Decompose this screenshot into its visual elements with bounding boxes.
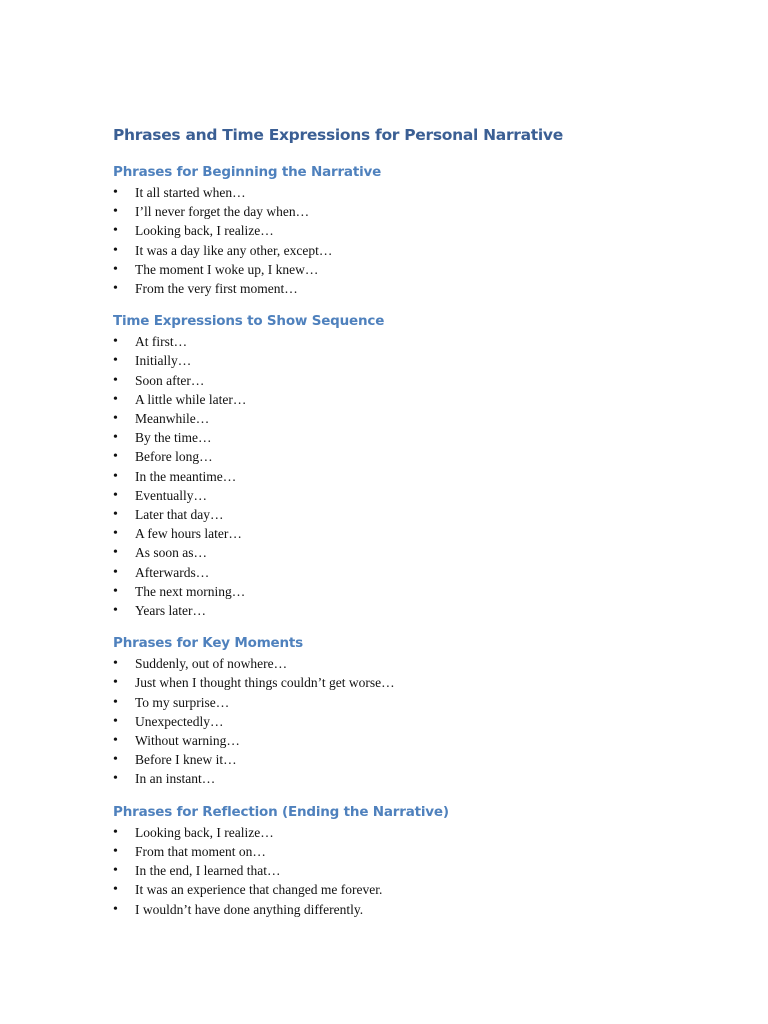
bullet-icon: • <box>113 353 118 369</box>
list-item-text: Unexpectedly… <box>135 713 224 729</box>
bullet-icon: • <box>113 656 118 672</box>
list-item <box>113 601 713 620</box>
section-reflection <box>113 801 713 919</box>
list-item-text: Eventually… <box>135 487 207 503</box>
bullet-list <box>113 654 713 788</box>
list-item <box>113 202 713 221</box>
list-item <box>113 505 713 524</box>
list-item-text: In the end, I learned that… <box>135 863 281 879</box>
bullet-icon: • <box>113 281 118 297</box>
list-item-text: At first… <box>135 334 188 350</box>
section-heading: Time Expressions to Show Sequence <box>113 313 385 330</box>
bullet-icon: • <box>113 487 118 503</box>
list-item-text: It was a day like any other, except… <box>135 242 333 258</box>
bullet-icon: • <box>113 713 118 729</box>
bullet-list <box>113 823 713 919</box>
list-item-text: Meanwhile… <box>135 411 210 427</box>
bullet-icon: • <box>113 261 118 277</box>
list-item-text: Before long… <box>135 449 213 465</box>
bullet-icon: • <box>113 411 118 427</box>
bullet-icon: • <box>113 545 118 561</box>
list-item <box>113 731 713 750</box>
bullet-icon: • <box>113 675 118 691</box>
list-item-text: To my surprise… <box>135 694 230 710</box>
list-item-text: Without warning… <box>135 733 240 749</box>
section-key-moments <box>113 632 713 788</box>
list-item <box>113 861 713 880</box>
list-item <box>113 769 713 788</box>
list-item <box>113 900 713 919</box>
list-item-text: It all started when… <box>135 185 246 200</box>
bullet-icon: • <box>113 824 118 840</box>
list-item <box>113 750 713 769</box>
list-item <box>113 880 713 899</box>
bullet-icon: • <box>113 449 118 465</box>
document-page <box>113 123 713 931</box>
section-heading: Phrases for Reflection (Ending the Narrative) <box>113 803 449 820</box>
list-item-text: It was an experience that changed me forever. <box>135 882 383 898</box>
bullet-icon: • <box>113 391 118 407</box>
list-item <box>113 447 713 466</box>
bullet-icon: • <box>113 204 118 220</box>
list-item <box>113 693 713 712</box>
list-item <box>113 823 713 842</box>
list-item <box>113 842 713 861</box>
list-item <box>113 279 713 298</box>
bullet-icon: • <box>113 468 118 484</box>
list-item-text: The moment I woke up, I knew… <box>135 261 319 277</box>
bullet-icon: • <box>113 430 118 446</box>
list-item <box>113 673 713 692</box>
bullet-icon: • <box>113 526 118 542</box>
bullet-icon: • <box>113 603 118 619</box>
list-item-text: I wouldn’t have done anything differently. <box>135 901 364 917</box>
list-item-text: Afterwards… <box>135 564 210 580</box>
bullet-icon: • <box>113 372 118 388</box>
section-sequence <box>113 310 713 620</box>
list-item <box>113 332 713 351</box>
list-item-text: Soon after… <box>135 372 205 388</box>
list-item <box>113 543 713 562</box>
bullet-icon: • <box>113 564 118 580</box>
list-item-text: In the meantime… <box>135 468 237 484</box>
list-item <box>113 467 713 486</box>
list-item-text: Looking back, I realize… <box>135 223 274 239</box>
bullet-icon: • <box>113 863 118 879</box>
list-item <box>113 563 713 582</box>
list-item <box>113 260 713 279</box>
list-item-text: By the time… <box>135 430 212 446</box>
bullet-icon: • <box>113 843 118 859</box>
list-item-text: I’ll never forget the day when… <box>135 204 310 220</box>
list-item <box>113 371 713 390</box>
bullet-icon: • <box>113 752 118 768</box>
bullet-list <box>113 332 713 620</box>
list-item-text: Later that day… <box>135 507 224 523</box>
bullet-icon: • <box>113 901 118 917</box>
list-item <box>113 428 713 447</box>
list-item <box>113 183 713 202</box>
list-item-text: Years later… <box>135 603 206 619</box>
list-item <box>113 712 713 731</box>
section-heading: Phrases for Key Moments <box>113 635 304 652</box>
list-item <box>113 221 713 240</box>
bullet-icon: • <box>113 223 118 239</box>
bullet-list <box>113 183 713 298</box>
bullet-icon: • <box>113 583 118 599</box>
list-item-text: As soon as… <box>135 545 208 561</box>
list-item <box>113 351 713 370</box>
bullet-icon: • <box>113 507 118 523</box>
section-heading: Phrases for Beginning the Narrative <box>113 164 382 180</box>
list-item <box>113 486 713 505</box>
section-beginning <box>113 161 713 298</box>
list-item <box>113 582 713 601</box>
bullet-icon: • <box>113 882 118 898</box>
bullet-icon: • <box>113 334 118 350</box>
list-item-text: A few hours later… <box>135 526 242 542</box>
list-item-text: Before I knew it… <box>135 752 237 768</box>
list-item-text: A little while later… <box>135 391 247 407</box>
list-item-text: Initially… <box>135 353 192 369</box>
page-title: Phrases and Time Expressions for Personal Narrative <box>113 126 563 144</box>
list-item <box>113 524 713 543</box>
bullet-icon: • <box>113 733 118 749</box>
list-item-text: In an instant… <box>135 771 216 787</box>
list-item-text: The next morning… <box>135 583 246 599</box>
list-item-text: Looking back, I realize… <box>135 824 274 840</box>
list-item <box>113 241 713 260</box>
bullet-icon: • <box>113 185 118 200</box>
bullet-icon: • <box>113 771 118 787</box>
bullet-icon: • <box>113 694 118 710</box>
list-item-text: From that moment on… <box>135 843 266 859</box>
list-item <box>113 409 713 428</box>
list-item-text: Just when I thought things couldn’t get worse… <box>135 675 395 691</box>
list-item <box>113 390 713 409</box>
list-item-text: Suddenly, out of nowhere… <box>135 656 288 672</box>
bullet-icon: • <box>113 242 118 258</box>
list-item <box>113 654 713 673</box>
list-item-text: From the very first moment… <box>135 281 298 297</box>
